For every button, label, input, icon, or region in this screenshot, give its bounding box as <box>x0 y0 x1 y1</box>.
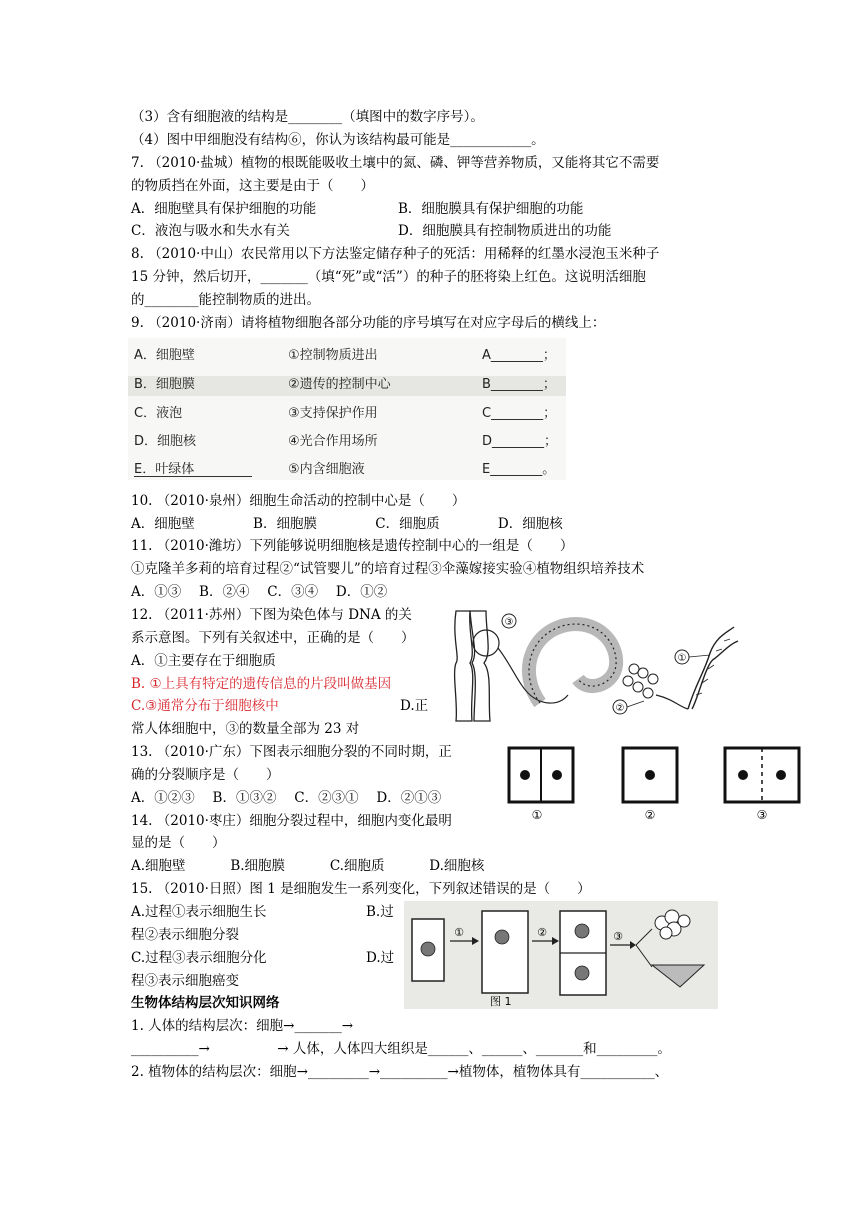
q9-stem: 9. （2010·济南）请将植物细胞各部分功能的序号填写在对应字母后的横线上： <box>131 315 606 331</box>
fig1-step-2: ② <box>537 926 547 939</box>
q14-stem-cont: 显的是（ ） <box>131 835 226 851</box>
q14-stem: 14. （2010·枣庄）细胞分裂过程中，细胞内变化最明 <box>131 813 452 829</box>
q15-option-c: C.过程③表示细胞分化 <box>131 950 267 966</box>
q12-option-b: B. ①上具有特定的遗传信息的片段叫做基因 <box>131 676 392 692</box>
chromo-label-3: ③ <box>504 617 514 628</box>
fig1-step-1: ① <box>454 926 464 939</box>
q8-stem-end: 的________能控制物质的进出。 <box>131 292 320 308</box>
match-mid-e: ⑤内含细胞液 <box>288 462 365 477</box>
q3-text: （3）含有细胞液的结构是________（填图中的数字序号）。 <box>131 109 484 125</box>
q10-stem: 10. （2010·泉州）细胞生命活动的控制中心是（ ） <box>131 493 466 509</box>
chromo-label-1: ① <box>677 653 687 664</box>
match-left-a: A．细胞壁 <box>134 348 195 363</box>
q12-option-d-cont: 常人体细胞中，③的数量全部为 23 对 <box>131 721 360 737</box>
match-right-c: C________； <box>482 406 557 421</box>
match-left-e: E．叶绿体 <box>134 462 195 477</box>
q9-matching-image <box>128 338 566 480</box>
q7-stem-cont: 的物质挡在外面，这主要是由于（ ） <box>131 178 374 194</box>
q13-stem: 13. （2010·广东）下图表示细胞分裂的不同时期，正 <box>131 744 452 760</box>
q11-options: A．①③ B．②④ C．③④ D．①② <box>131 584 388 600</box>
item2-text: 2. 植物体的结构层次：细胞→_________→__________→植物体，植物体具有___________、 <box>131 1064 669 1080</box>
match-right-d: D________； <box>482 434 558 449</box>
q13-stem-cont: 确的分裂顺序是（ ） <box>131 767 280 783</box>
division-label-1: ① <box>531 808 543 822</box>
q15-stem: 15. （2010·日照）图 1 是细胞发生一系列变化，下列叙述错误的是（ ） <box>131 881 591 897</box>
fig1-caption: 图 1 <box>490 995 512 1008</box>
q12-option-c: C.③通常分布于细胞核中 <box>131 698 279 714</box>
item1-text-cont: __________→ → 人体，人体四大组织是______、______、_______和_________。 <box>131 1041 671 1057</box>
q8-stem: 8. （2010·中山）农民常用以下方法鉴定储存种子的死活：用稀释的红墨水浸泡玉米种子 <box>131 246 660 262</box>
chromo-label-2: ② <box>615 703 625 714</box>
q14-options: A.细胞壁 B.细胞膜 C.细胞质 D.细胞核 <box>131 858 485 874</box>
item1-text: 1. 人体的结构层次：细胞→_______→ <box>131 1018 354 1034</box>
q12-stem-cont: 系示意图。下列有关叙述中，正确的是（ ） <box>131 630 415 646</box>
match-right-a: A________； <box>482 348 556 363</box>
match-left-d: D．细胞核 <box>134 434 197 449</box>
q7-option-d: D．细胞膜具有控制物质进出的功能 <box>398 223 612 239</box>
q7-option-b: B．细胞膜具有保护细胞的功能 <box>398 201 584 217</box>
figure-1-cell-changes <box>404 901 718 1009</box>
match-mid-c: ③支持保护作用 <box>288 406 378 421</box>
match-left-c: C．液泡 <box>134 406 183 421</box>
match-mid-b: ②遗传的控制中心 <box>288 377 391 392</box>
q8-stem-cont: 15 分钟，然后切开，_______（填“死”或“活”）的种子的胚将染上红色。这说明活细胞 <box>131 269 646 285</box>
match-mid-a: ①控制物质进出 <box>288 348 378 363</box>
chromosome-dna-figure <box>448 603 744 728</box>
q11-stem: 11. （2010·潍坊）下列能够说明细胞核是遗传控制中心的一组是（ ） <box>131 538 574 554</box>
match-right-b: B________； <box>482 377 556 392</box>
division-label-3: ③ <box>756 808 768 822</box>
q12-option-d: D.正 <box>400 698 429 714</box>
q7-option-a: A．细胞壁具有保护细胞的功能 <box>131 201 317 217</box>
division-label-2: ② <box>644 808 656 822</box>
q15-option-a: A.过程①表示细胞生长 <box>131 904 267 920</box>
match-right-e: E________。 <box>482 462 556 477</box>
underline <box>134 476 252 477</box>
q7-option-c: C．液泡与吸水和失水有关 <box>131 223 290 239</box>
cell-division-figure <box>505 742 805 824</box>
section-heading: 生物体结构层次知识网络 <box>131 995 280 1011</box>
q11-items: ①克隆羊多莉的培育过程②“试管婴儿”的培育过程③伞藻嫁接实验④植物组织培养技术 <box>131 561 645 577</box>
q15-option-b-cont: 程②表示细胞分裂 <box>131 927 239 943</box>
q12-stem: 12. （2011·苏州）下图为染色体与 DNA 的关 <box>131 607 412 623</box>
q10-options: A．细胞壁 B．细胞膜 C．细胞质 D．细胞核 <box>131 516 563 532</box>
fig1-step-3: ③ <box>613 930 623 943</box>
q7-stem: 7. （2010·盐城）植物的根既能吸收土壤中的氮、磷、钾等营养物质，又能将其它不需要 <box>131 155 660 171</box>
q15-option-b: B.过 <box>366 904 394 920</box>
match-mid-d: ④光合作用场所 <box>288 434 378 449</box>
q4-text: （4）图中甲细胞没有结构⑥，你认为该结构最可能是____________。 <box>131 132 545 148</box>
match-left-b: B．细胞膜 <box>134 377 195 392</box>
q13-options: A．①②③ B．①③② C．②③① D．②①③ <box>131 790 442 806</box>
q15-option-d: D.过 <box>366 950 395 966</box>
q15-option-d-cont: 程③表示细胞癌变 <box>131 973 239 989</box>
q12-option-a: A．①主要存在于细胞质 <box>131 653 276 669</box>
